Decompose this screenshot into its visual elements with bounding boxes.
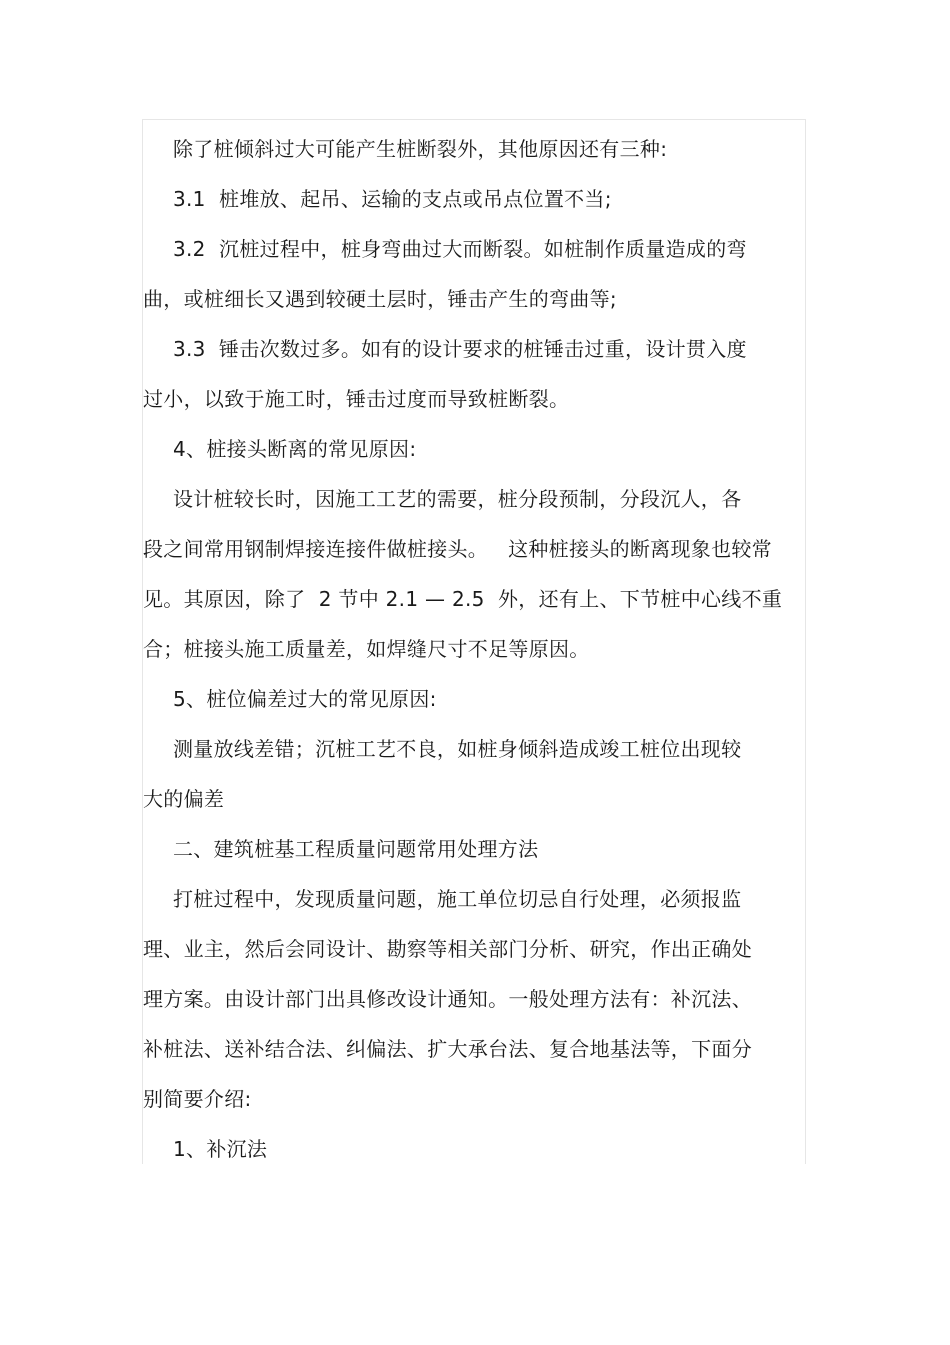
- text-line: 别简要介绍:: [143, 1087, 252, 1111]
- text-line: 补桩法、送补结合法、纠偏法、扩大承台法、复合地基法等，下面分: [143, 1037, 752, 1061]
- text-line: 见。其原因，除了 2 节中 2.1 — 2.5 外，还有上、下节桩中心线不重: [143, 587, 783, 611]
- text-line: 理、业主，然后会同设计、勘察等相关部门分析、研究，作出正确处: [143, 937, 752, 961]
- text-line: 测量放线差错；沉桩工艺不良，如桩身倾斜造成竣工桩位出现较: [173, 737, 742, 761]
- text-line: 大的偏差: [143, 787, 225, 811]
- document-body: [143, 124, 793, 1174]
- text-line: 理方案。由设计部门出具修改设计通知。一般处理方法有：补沉法、: [143, 987, 752, 1011]
- section-heading: 4、桩接头断离的常见原因:: [173, 437, 417, 461]
- text-line: 段之间常用钢制焊接连接件做桩接头。 这种桩接头的断离现象也较常: [143, 537, 772, 561]
- text-line: 3.1 桩堆放、起吊、运输的支点或吊点位置不当;: [173, 187, 612, 211]
- text-line: 3.2 沉桩过程中，桩身弯曲过大而断裂。如桩制作质量造成的弯: [173, 237, 747, 261]
- section-heading: 5、桩位偏差过大的常见原因:: [173, 687, 437, 711]
- text-line: 合；桩接头施工质量差，如焊缝尺寸不足等原因。: [143, 637, 590, 661]
- text-line: 3.3 锤击次数过多。如有的设计要求的桩锤击过重，设计贯入度: [173, 337, 747, 361]
- section-heading: 1、补沉法: [173, 1137, 268, 1161]
- text-line: 设计桩较长时，因施工工艺的需要，桩分段预制，分段沉人，各: [173, 487, 742, 511]
- text-line: 除了桩倾斜过大可能产生桩断裂外，其他原因还有三种:: [173, 137, 668, 161]
- text-line: 曲，或桩细长又遇到较硬土层时，锤击产生的弯曲等;: [143, 287, 617, 311]
- chapter-heading: 二、建筑桩基工程质量问题常用处理方法: [173, 837, 539, 861]
- text-line: 过小，以致于施工时，锤击过度而导致桩断裂。: [143, 387, 570, 411]
- text-line: 打桩过程中，发现质量问题，施工单位切忌自行处理，必须报监: [173, 887, 742, 911]
